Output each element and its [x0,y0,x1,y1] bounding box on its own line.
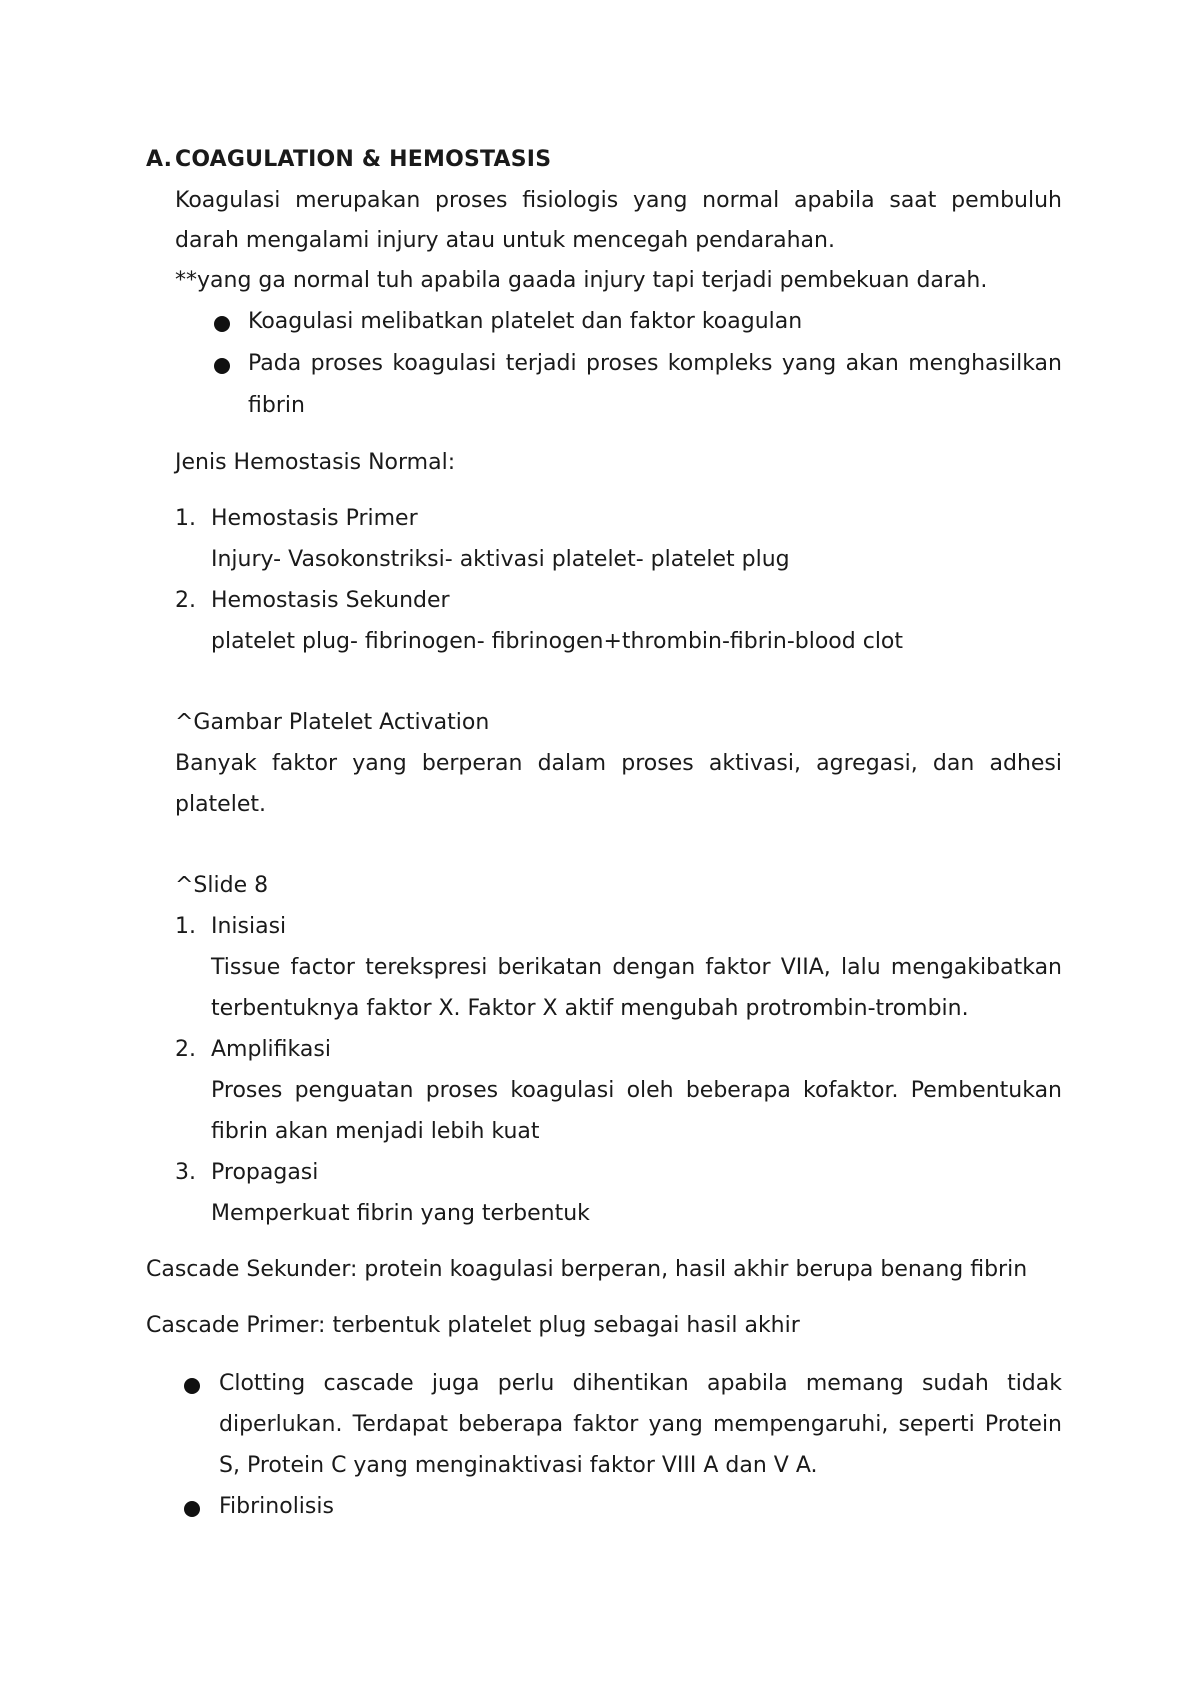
slide8-item-title: Inisiasi [211,914,287,939]
slide8-item-desc: fibrin akan menjadi lebih kuat [211,1119,540,1144]
platelet-heading: ^Gambar Platelet Activation [175,710,490,735]
slide8-item-title: Amplifikasi [211,1037,331,1062]
intro-line-1: Koagulasi merupakan proses fisiologis yang normal apabila saat pembuluh [175,188,1062,213]
bullet-clotting-line-1: Clotting cascade juga perlu dihentikan apabila memang sudah tidak [219,1371,1062,1396]
list-number: 1. [175,914,196,939]
slide8-item-desc: Memperkuat fibrin yang terbentuk [211,1201,590,1226]
bullet-2-line-2: fibrin [248,393,305,418]
slide8-item-desc: terbentuknya faktor X. Faktor X aktif mengubah protrombin-trombin. [211,996,969,1021]
hemostasis-item-title: Hemostasis Primer [211,506,418,531]
bullet-1-text: Koagulasi melibatkan platelet dan faktor koagulan [248,309,803,334]
cascade-sekunder: Cascade Sekunder: protein koagulasi berperan, hasil akhir berupa benang fibrin [146,1257,1028,1282]
list-number: 1. [175,506,196,531]
bullet-clotting-line-3: S, Protein C yang menginaktivasi faktor VIII A dan V A. [219,1453,818,1478]
slide8-item-desc: Tissue factor terekspresi berikatan dengan faktor VIIA, lalu mengakibatkan [211,955,1062,980]
hemostasis-item-desc: platelet plug- fibrinogen- fibrinogen+thrombin-fibrin-blood clot [211,629,904,654]
hemostasis-item-desc: Injury- Vasokonstriksi- aktivasi platelet- platelet plug [211,547,790,572]
intro-line-2: darah mengalami injury atau untuk mencegah pendarahan. [175,228,835,253]
bullet-2-line-1: Pada proses koagulasi terjadi proses kompleks yang akan menghasilkan [248,351,1062,376]
bullet-dot [214,316,230,332]
bullet-fibrinolisis: Fibrinolisis [219,1494,334,1519]
section-letter: A. [146,147,173,172]
intro-note: **yang ga normal tuh apabila gaada injury tapi terjadi pembekuan darah. [175,268,988,293]
cascade-primer: Cascade Primer: terbentuk platelet plug sebagai hasil akhir [146,1313,800,1338]
slide8-item-title: Propagasi [211,1160,319,1185]
list-number: 2. [175,1037,196,1062]
hemostasis-item-title: Hemostasis Sekunder [211,588,450,613]
slide8-item-desc: Proses penguatan proses koagulasi oleh beberapa kofaktor. Pembentukan [211,1078,1062,1103]
bullet-dot [184,1378,200,1394]
bullet-dot [214,358,230,374]
section-title: COAGULATION & HEMOSTASIS [175,147,552,172]
platelet-line-2: platelet. [175,792,266,817]
bullet-clotting-line-2: diperlukan. Terdapat beberapa faktor yang mempengaruhi, seperti Protein [219,1412,1062,1437]
list-number: 2. [175,588,196,613]
bullet-dot [184,1501,200,1517]
hemostasis-heading: Jenis Hemostasis Normal: [175,450,456,475]
platelet-line-1: Banyak faktor yang berperan dalam proses aktivasi, agregasi, dan adhesi [175,751,1062,776]
list-number: 3. [175,1160,196,1185]
slide8-heading: ^Slide 8 [175,873,269,898]
